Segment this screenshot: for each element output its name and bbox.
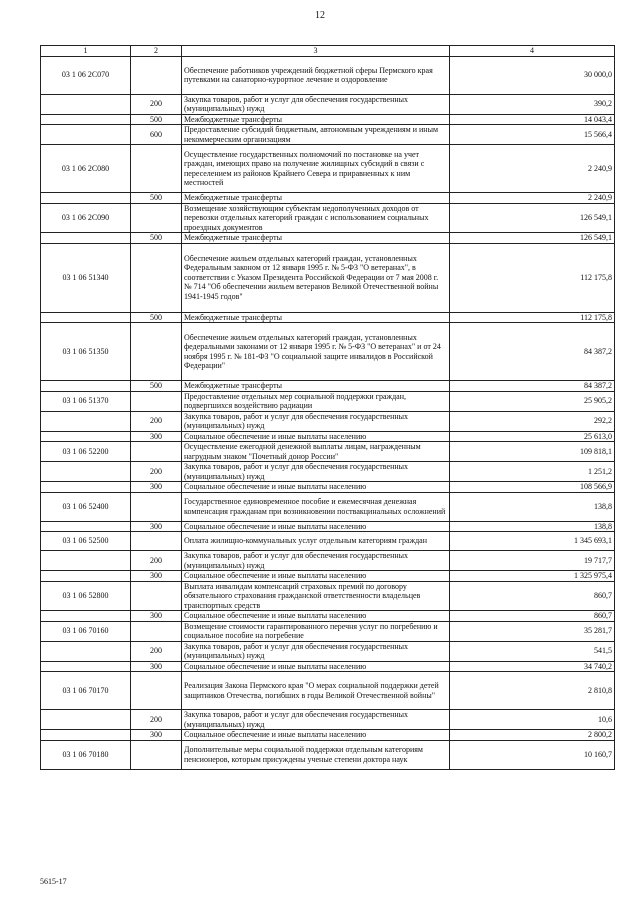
footer-code: 5615-17	[40, 877, 67, 886]
expense-type-cell	[131, 672, 182, 710]
amount-cell: 138,8	[450, 521, 615, 532]
expense-type-cell	[131, 56, 182, 94]
header-cell-3: 3	[182, 46, 450, 57]
target-code-cell	[41, 114, 131, 125]
table-row	[41, 114, 615, 125]
amount-cell: 2 240,9	[450, 145, 615, 193]
table-row	[41, 323, 615, 381]
description-cell: Государственное единовременное пособие и ежемесячная денежная компенсация гражданам при возникновении поствакцинальных осложнений	[182, 492, 450, 521]
table-row	[41, 641, 615, 661]
expense-type-cell	[131, 145, 182, 193]
amount-cell: 34 740,2	[450, 661, 615, 672]
amount-cell: 108 566,9	[450, 482, 615, 493]
table-row	[41, 661, 615, 672]
amount-cell: 1 345 693,1	[450, 532, 615, 551]
table-row	[41, 462, 615, 482]
target-code-cell	[41, 551, 131, 571]
expense-type-cell: 300	[131, 521, 182, 532]
description-cell: Закупка товаров, работ и услуг для обеспечения государственных (муниципальных) нужд	[182, 411, 450, 431]
table-row	[41, 710, 615, 730]
amount-cell: 30 000,0	[450, 56, 615, 94]
description-cell: Закупка товаров, работ и услуг для обеспечения государственных (муниципальных) нужд	[182, 94, 450, 114]
target-code-cell: 03 1 06 52800	[41, 581, 131, 611]
amount-cell: 109 818,1	[450, 442, 615, 462]
target-code-cell	[41, 730, 131, 741]
expense-type-cell: 500	[131, 114, 182, 125]
amount-cell: 126 549,1	[450, 233, 615, 244]
amount-cell: 2 800,2	[450, 730, 615, 741]
amount-cell: 390,2	[450, 94, 615, 114]
table-row	[41, 203, 615, 233]
table-row	[41, 551, 615, 571]
amount-cell: 126 549,1	[450, 203, 615, 233]
expense-type-cell	[131, 581, 182, 611]
target-code-cell: 03 1 06 2С080	[41, 145, 131, 193]
description-cell: Социальное обеспечение и иные выплаты населению	[182, 571, 450, 582]
expense-type-cell: 300	[131, 571, 182, 582]
expense-type-cell	[131, 442, 182, 462]
table-row	[41, 145, 615, 193]
expense-type-cell: 300	[131, 611, 182, 622]
table-row	[41, 730, 615, 741]
description-cell: Оплата жилищно-коммунальных услуг отдельным категориям граждан	[182, 532, 450, 551]
description-cell: Закупка товаров, работ и услуг для обеспечения государственных (муниципальных) нужд	[182, 462, 450, 482]
amount-cell: 25 613,0	[450, 431, 615, 442]
description-cell: Социальное обеспечение и иные выплаты населению	[182, 431, 450, 442]
table-row	[41, 391, 615, 411]
target-code-cell	[41, 431, 131, 442]
amount-cell: 10,6	[450, 710, 615, 730]
expense-type-cell: 500	[131, 312, 182, 323]
target-code-cell	[41, 482, 131, 493]
target-code-cell	[41, 411, 131, 431]
description-cell: Предоставление отдельных мер социальной поддержки граждан, подвергшихся воздействию радиации	[182, 391, 450, 411]
expense-type-cell: 200	[131, 94, 182, 114]
table-body	[41, 56, 615, 769]
table-row	[41, 672, 615, 710]
table-row	[41, 571, 615, 582]
expense-type-cell: 200	[131, 551, 182, 571]
target-code-cell	[41, 611, 131, 622]
target-code-cell	[41, 521, 131, 532]
table-row	[41, 193, 615, 204]
target-code-cell: 03 1 06 52400	[41, 492, 131, 521]
table-row	[41, 521, 615, 532]
amount-cell: 292,2	[450, 411, 615, 431]
expense-type-cell	[131, 323, 182, 381]
target-code-cell: 03 1 06 70170	[41, 672, 131, 710]
description-cell: Возмещение стоимости гарантированного перечня услуг по погребению и социальное пособие на погребение	[182, 621, 450, 641]
amount-cell: 84 387,2	[450, 381, 615, 392]
amount-cell: 2 240,9	[450, 193, 615, 204]
table-row	[41, 431, 615, 442]
table-row	[41, 411, 615, 431]
target-code-cell: 03 1 06 51370	[41, 391, 131, 411]
target-code-cell: 03 1 06 70180	[41, 740, 131, 769]
target-code-cell	[41, 312, 131, 323]
target-code-cell	[41, 381, 131, 392]
amount-cell: 10 160,7	[450, 740, 615, 769]
table-row	[41, 581, 615, 611]
table-row	[41, 740, 615, 769]
description-cell: Обеспечение работников учреждений бюджетной сферы Пермского края путевками на санаторно-курортное лечение и оздоровление	[182, 56, 450, 94]
table-row	[41, 442, 615, 462]
expense-type-cell: 200	[131, 462, 182, 482]
description-cell: Межбюджетные трансферты	[182, 233, 450, 244]
amount-cell: 2 810,8	[450, 672, 615, 710]
expense-type-cell	[131, 391, 182, 411]
page-number: 12	[315, 10, 325, 21]
amount-cell: 860,7	[450, 581, 615, 611]
amount-cell: 84 387,2	[450, 323, 615, 381]
amount-cell: 541,5	[450, 641, 615, 661]
expense-type-cell: 300	[131, 482, 182, 493]
expense-type-cell	[131, 740, 182, 769]
target-code-cell: 03 1 06 51340	[41, 243, 131, 312]
table-row	[41, 312, 615, 323]
amount-cell: 19 717,7	[450, 551, 615, 571]
target-code-cell	[41, 125, 131, 145]
amount-cell: 112 175,8	[450, 243, 615, 312]
description-cell: Социальное обеспечение и иные выплаты населению	[182, 661, 450, 672]
expense-type-cell: 600	[131, 125, 182, 145]
expense-type-cell: 200	[131, 710, 182, 730]
expense-type-cell: 500	[131, 233, 182, 244]
description-cell: Социальное обеспечение и иные выплаты населению	[182, 521, 450, 532]
expense-type-cell	[131, 492, 182, 521]
target-code-cell	[41, 571, 131, 582]
expense-type-cell: 500	[131, 193, 182, 204]
target-code-cell	[41, 233, 131, 244]
expense-type-cell: 200	[131, 641, 182, 661]
amount-cell: 15 566,4	[450, 125, 615, 145]
amount-cell: 1 325 975,4	[450, 571, 615, 582]
expense-type-cell	[131, 203, 182, 233]
description-cell: Возмещение хозяйствующим субъектам недополученных доходов от перевозки отдельных категорий граждан с использованием социальных проездных документов	[182, 203, 450, 233]
description-cell: Социальное обеспечение и иные выплаты населению	[182, 482, 450, 493]
target-code-cell: 03 1 06 51350	[41, 323, 131, 381]
header-cell-4: 4	[450, 46, 615, 57]
expense-type-cell: 300	[131, 730, 182, 741]
description-cell: Обеспечение жильем отдельных категорий граждан, установленных федеральными законами от 12 января 1995 г. № 5-ФЗ "О ветеранах" и от 24 ноября 1995 г. № 181-ФЗ "О социальной защите инвалидов в Российской Федерации"	[182, 323, 450, 381]
description-cell: Социальное обеспечение и иные выплаты населению	[182, 730, 450, 741]
expense-type-cell	[131, 621, 182, 641]
target-code-cell	[41, 661, 131, 672]
table-row	[41, 243, 615, 312]
table-row	[41, 492, 615, 521]
table-row	[41, 482, 615, 493]
description-cell: Межбюджетные трансферты	[182, 312, 450, 323]
expense-type-cell: 300	[131, 431, 182, 442]
target-code-cell	[41, 94, 131, 114]
description-cell: Социальное обеспечение и иные выплаты населению	[182, 611, 450, 622]
target-code-cell	[41, 710, 131, 730]
description-cell: Выплата инвалидам компенсаций страховых премий по договору обязательного страхования гражданской ответственности владельцев транспортных средств	[182, 581, 450, 611]
header-row	[41, 46, 615, 57]
target-code-cell	[41, 641, 131, 661]
target-code-cell: 03 1 06 52500	[41, 532, 131, 551]
table-row	[41, 233, 615, 244]
amount-cell: 860,7	[450, 611, 615, 622]
description-cell: Обеспечение жильем отдельных категорий граждан, установленных Федеральным законом от 12 января 1995 г. № 5-ФЗ "О ветеранах", в соответствии с Указом Президента Российской Федерации от 7 мая 2008 г. № 714 "Об обеспечении жильем ветеранов Великой Отечественной войны 1941-1945 годов"	[182, 243, 450, 312]
table-row	[41, 532, 615, 551]
table-row	[41, 621, 615, 641]
table-row	[41, 56, 615, 94]
expense-type-cell: 200	[131, 411, 182, 431]
amount-cell: 138,8	[450, 492, 615, 521]
target-code-cell: 03 1 06 70160	[41, 621, 131, 641]
expense-type-cell	[131, 532, 182, 551]
expense-type-cell: 500	[131, 381, 182, 392]
description-cell: Закупка товаров, работ и услуг для обеспечения государственных (муниципальных) нужд	[182, 551, 450, 571]
target-code-cell: 03 1 06 2С090	[41, 203, 131, 233]
amount-cell: 112 175,8	[450, 312, 615, 323]
description-cell: Реализация Закона Пермского края "О мерах социальной поддержки детей защитников Отечества, погибших в годы Великой Отечественной войны"	[182, 672, 450, 710]
target-code-cell: 03 1 06 52200	[41, 442, 131, 462]
description-cell: Межбюджетные трансферты	[182, 114, 450, 125]
header-cell-2: 2	[131, 46, 182, 57]
table-row	[41, 94, 615, 114]
table-row	[41, 125, 615, 145]
table-row	[41, 611, 615, 622]
expense-type-cell	[131, 243, 182, 312]
target-code-cell: 03 1 06 2С070	[41, 56, 131, 94]
description-cell: Осуществление государственных полномочий по постановке на учет граждан, имеющих право на получение жилищных субсидий в связи с переселением из районов Крайнего Севера и приравненных к ним местностей	[182, 145, 450, 193]
table-row	[41, 381, 615, 392]
budget-table	[40, 45, 615, 770]
header-cell-1: 1	[41, 46, 131, 57]
expense-type-cell: 300	[131, 661, 182, 672]
target-code-cell	[41, 462, 131, 482]
description-cell: Межбюджетные трансферты	[182, 193, 450, 204]
description-cell: Закупка товаров, работ и услуг для обеспечения государственных (муниципальных) нужд	[182, 641, 450, 661]
amount-cell: 1 251,2	[450, 462, 615, 482]
description-cell: Осуществление ежегодной денежной выплаты лицам, награжденным нагрудным знаком "Почетный донор России"	[182, 442, 450, 462]
description-cell: Дополнительные меры социальной поддержки отдельным категориям пенсионеров, которым присуждены ученые степени доктора наук	[182, 740, 450, 769]
amount-cell: 25 905,2	[450, 391, 615, 411]
amount-cell: 14 043,4	[450, 114, 615, 125]
description-cell: Межбюджетные трансферты	[182, 381, 450, 392]
description-cell: Закупка товаров, работ и услуг для обеспечения государственных (муниципальных) нужд	[182, 710, 450, 730]
amount-cell: 35 281,7	[450, 621, 615, 641]
description-cell: Предоставление субсидий бюджетным, автономным учреждениям и иным некоммерческим организациям	[182, 125, 450, 145]
target-code-cell	[41, 193, 131, 204]
